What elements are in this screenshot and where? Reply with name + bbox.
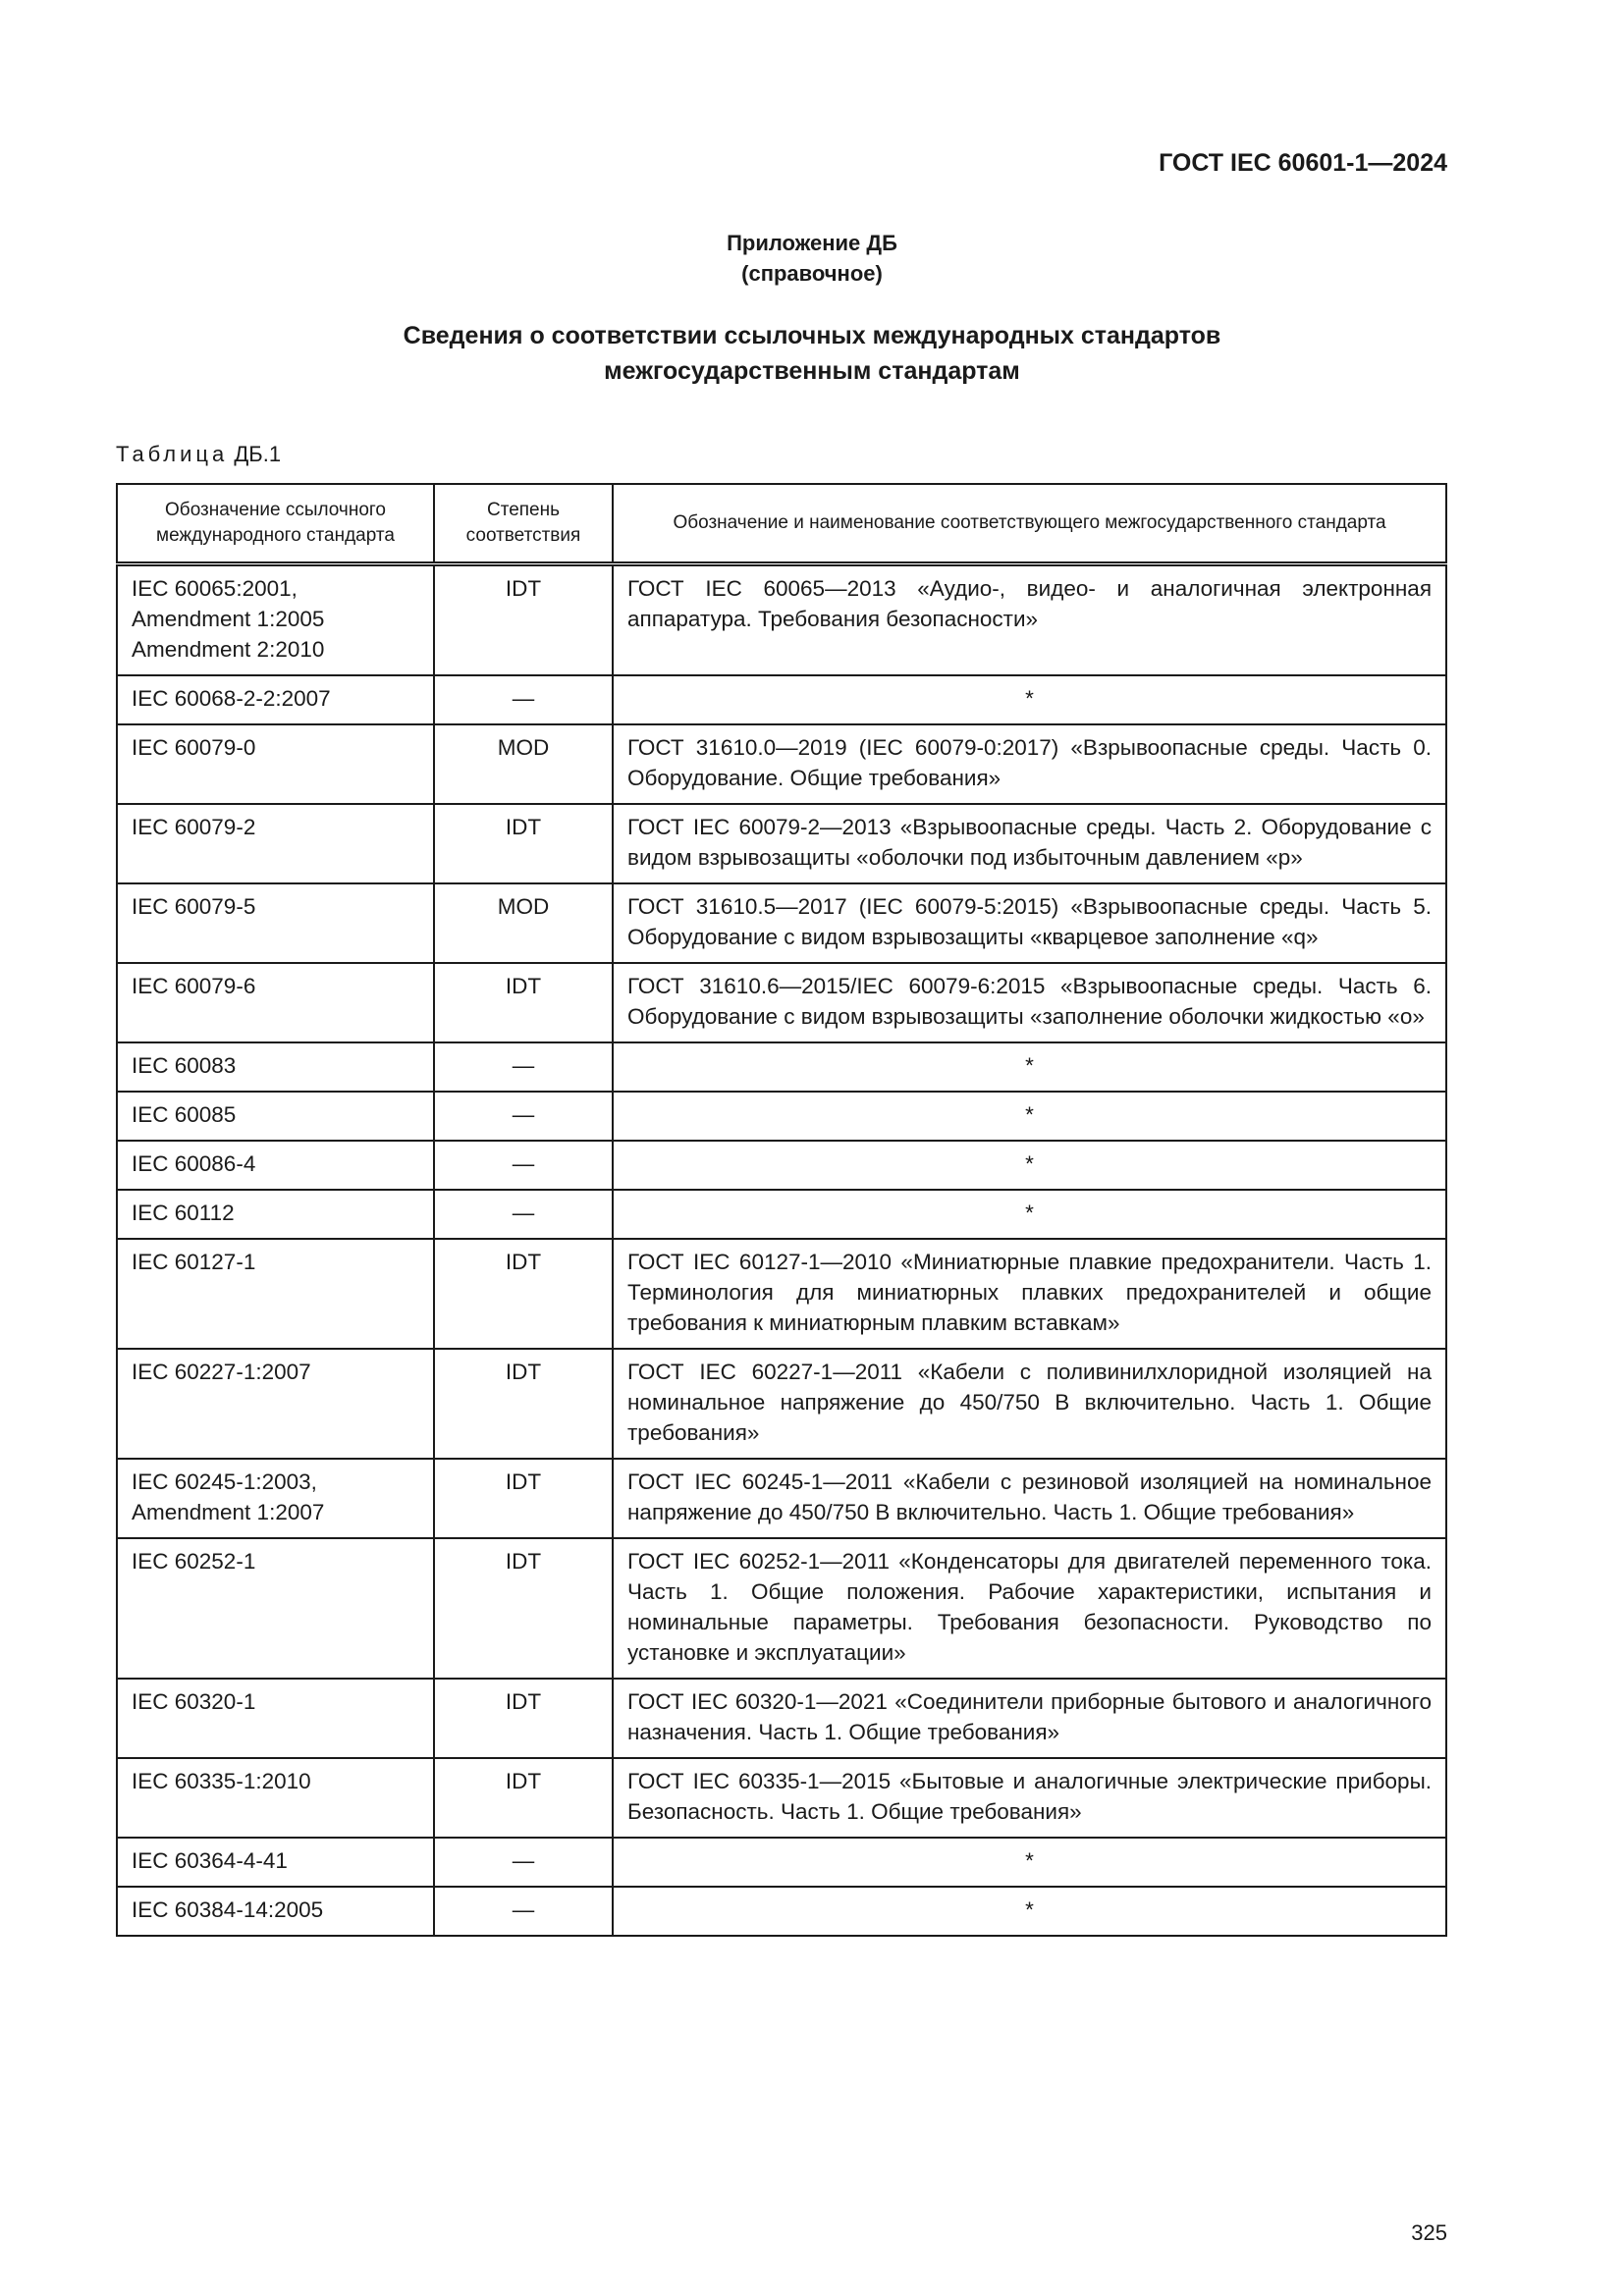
section-title — [0, 318, 1624, 389]
header-interstate-standard: Обозначение и наименование соответствующего межгосударственного стандарта — [613, 484, 1446, 564]
interstate-standard-cell: ГОСТ IEC 60079-2—2013 «Взрывоопасные среды. Часть 2. Оборудование с видом взрывозащиты «оболочки под избыточным давлением «р» — [613, 804, 1446, 883]
interstate-standard-cell: ГОСТ 31610.6—2015/IEC 60079-6:2015 «Взрывоопасные среды. Часть 6. Оборудование с видом взрывозащиты «заполнение оболочки жидкостью «о» — [613, 963, 1446, 1042]
interstate-standard-cell: ГОСТ IEC 60335-1—2015 «Бытовые и аналогичные электрические приборы. Безопасность. Часть 1. Общие требования» — [613, 1758, 1446, 1838]
table-row — [117, 1190, 1446, 1239]
table-row — [117, 564, 1446, 676]
international-standard-cell: IEC 60068-2-2:2007 — [117, 675, 434, 724]
table-row — [117, 1459, 1446, 1538]
table-header-row — [117, 484, 1446, 564]
international-standard-cell: IEC 60227-1:2007 — [117, 1349, 434, 1459]
international-standard-cell: IEC 60384-14:2005 — [117, 1887, 434, 1936]
interstate-standard-cell: * — [613, 1092, 1446, 1141]
compliance-degree-cell: — — [434, 1838, 613, 1887]
international-standard-cell: IEC 60335-1:2010 — [117, 1758, 434, 1838]
interstate-standard-cell: * — [613, 675, 1446, 724]
interstate-standard-cell: * — [613, 1838, 1446, 1887]
compliance-degree-cell: IDT — [434, 1239, 613, 1349]
international-standard-cell: IEC 60065:2001, Amendment 1:2005 Amendment 2:2010 — [117, 564, 434, 676]
table-row — [117, 963, 1446, 1042]
interstate-standard-cell: ГОСТ IEC 60252-1—2011 «Конденсаторы для двигателей переменного тока. Часть 1. Общие положения. Рабочие характеристики, испытания и номинальные параметры. Требования безопасности. Руководство по установке и эксплуатации» — [613, 1538, 1446, 1679]
interstate-standard-cell: * — [613, 1190, 1446, 1239]
compliance-degree-cell: — — [434, 1887, 613, 1936]
compliance-degree-cell: IDT — [434, 1758, 613, 1838]
page-number: 325 — [1411, 2220, 1447, 2245]
international-standard-cell: IEC 60245-1:2003, Amendment 1:2007 — [117, 1459, 434, 1538]
table-row — [117, 1679, 1446, 1758]
standards-table — [116, 483, 1447, 1937]
table-row — [117, 883, 1446, 963]
table-row — [117, 1349, 1446, 1459]
table-row — [117, 1092, 1446, 1141]
compliance-degree-cell: MOD — [434, 724, 613, 804]
interstate-standard-cell: ГОСТ IEC 60065—2013 «Аудио-, видео- и аналогичная электронная аппаратура. Требования безопасности» — [613, 564, 1446, 676]
international-standard-cell: IEC 60252-1 — [117, 1538, 434, 1679]
international-standard-cell: IEC 60086-4 — [117, 1141, 434, 1190]
table-row — [117, 1042, 1446, 1092]
compliance-degree-cell: — — [434, 1190, 613, 1239]
interstate-standard-cell: * — [613, 1141, 1446, 1190]
international-standard-cell: IEC 60079-6 — [117, 963, 434, 1042]
compliance-degree-cell: IDT — [434, 1349, 613, 1459]
interstate-standard-cell: ГОСТ 31610.5—2017 (IEC 60079-5:2015) «Взрывоопасные среды. Часть 5. Оборудование с видом взрывозащиты «кварцевое заполнение «q» — [613, 883, 1446, 963]
section-title-line-2: межгосударственным стандартам — [604, 357, 1020, 385]
interstate-standard-cell: ГОСТ IEC 60320-1—2021 «Соединители приборные бытового и аналогичного назначения. Часть 1. Общие требования» — [613, 1679, 1446, 1758]
compliance-degree-cell: IDT — [434, 564, 613, 676]
header-international-standard: Обозначение ссылочного международного стандарта — [117, 484, 434, 564]
table-row — [117, 1141, 1446, 1190]
table-row — [117, 724, 1446, 804]
table-row — [117, 675, 1446, 724]
international-standard-cell: IEC 60127-1 — [117, 1239, 434, 1349]
table-row — [117, 1538, 1446, 1679]
header-compliance-degree: Степень соответствия — [434, 484, 613, 564]
compliance-degree-cell: IDT — [434, 1459, 613, 1538]
table-row — [117, 804, 1446, 883]
table-row — [117, 1239, 1446, 1349]
interstate-standard-cell: * — [613, 1887, 1446, 1936]
table-caption-id: ДБ.1 — [234, 442, 282, 466]
international-standard-cell: IEC 60079-0 — [117, 724, 434, 804]
interstate-standard-cell: ГОСТ IEC 60127-1—2010 «Миниатюрные плавкие предохранители. Часть 1. Терминология для миниатюрных плавких предохранителей и общие требования к миниатюрным плавким вставкам» — [613, 1239, 1446, 1349]
international-standard-cell: IEC 60083 — [117, 1042, 434, 1092]
table-body — [117, 564, 1446, 1937]
table-row — [117, 1838, 1446, 1887]
compliance-degree-cell: — — [434, 1042, 613, 1092]
international-standard-cell: IEC 60112 — [117, 1190, 434, 1239]
table-caption-word: Таблица — [116, 442, 229, 466]
section-title-line-1: Сведения о соответствии ссылочных международных стандартов — [403, 322, 1221, 349]
interstate-standard-cell: ГОСТ IEC 60245-1—2011 «Кабели с резиновой изоляцией на номинальное напряжение до 450/750 В включительно. Часть 1. Общие требования» — [613, 1459, 1446, 1538]
appendix-heading — [0, 228, 1624, 289]
international-standard-cell: IEC 60085 — [117, 1092, 434, 1141]
international-standard-cell: IEC 60364-4-41 — [117, 1838, 434, 1887]
appendix-title: Приложение ДБ — [727, 231, 897, 255]
compliance-degree-cell: IDT — [434, 1538, 613, 1679]
compliance-degree-cell: MOD — [434, 883, 613, 963]
compliance-degree-cell: IDT — [434, 963, 613, 1042]
compliance-degree-cell: — — [434, 1141, 613, 1190]
international-standard-cell: IEC 60079-2 — [117, 804, 434, 883]
compliance-degree-cell: — — [434, 1092, 613, 1141]
table-caption — [116, 442, 281, 467]
document-code: ГОСТ IEC 60601-1—2024 — [1159, 149, 1447, 177]
international-standard-cell: IEC 60320-1 — [117, 1679, 434, 1758]
table-row — [117, 1887, 1446, 1936]
compliance-degree-cell: IDT — [434, 804, 613, 883]
compliance-degree-cell: — — [434, 675, 613, 724]
international-standard-cell: IEC 60079-5 — [117, 883, 434, 963]
interstate-standard-cell: ГОСТ 31610.0—2019 (IEC 60079-0:2017) «Взрывоопасные среды. Часть 0. Оборудование. Общие требования» — [613, 724, 1446, 804]
interstate-standard-cell: ГОСТ IEC 60227-1—2011 «Кабели с поливинилхлоридной изоляцией на номинальное напряжение до 450/750 В включительно. Часть 1. Общие требования» — [613, 1349, 1446, 1459]
interstate-standard-cell: * — [613, 1042, 1446, 1092]
appendix-note: (справочное) — [741, 261, 883, 286]
compliance-degree-cell: IDT — [434, 1679, 613, 1758]
table-row — [117, 1758, 1446, 1838]
